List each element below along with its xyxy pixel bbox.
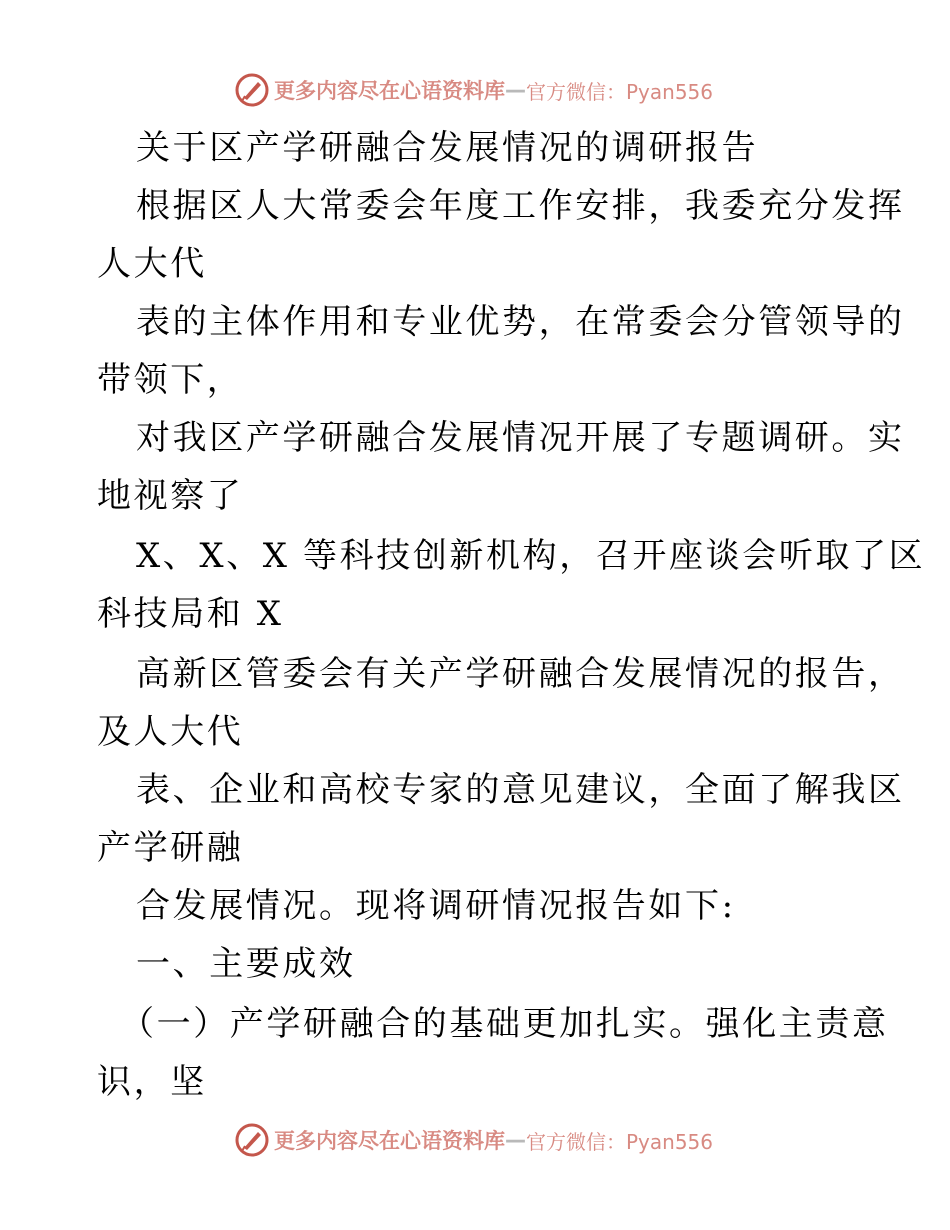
watermark-contact-text: 官方微信：Pyan556	[526, 1129, 714, 1154]
paragraph-line: 根据区人大常委会年度工作安排，我委充分发挥	[136, 186, 905, 226]
watermark-main-text: 更多内容尽在心语资料库	[274, 79, 505, 103]
document-title: 关于区产学研融合发展情况的调研报告	[136, 128, 759, 168]
paragraph-line: 高新区管委会有关产学研融合发展情况的报告，	[136, 654, 905, 694]
quill-logo-icon	[234, 1122, 270, 1158]
section-heading: 一、主要成效	[136, 944, 356, 984]
subsection-heading-line: （一）产学研融合的基础更加扎实。强化主责意	[120, 1004, 889, 1044]
paragraph-line: 科技局和 X	[97, 594, 284, 634]
watermark-dash: —	[505, 1128, 526, 1152]
paragraph-line: 带领下，	[97, 360, 244, 400]
paragraph-line: 合发展情况。现将调研情况报告如下:	[136, 886, 736, 926]
footer-watermark	[234, 1122, 713, 1158]
paragraph-line: 识，坚	[97, 1062, 207, 1102]
paragraph-line: 表、企业和高校专家的意见建议，全面了解我区	[136, 770, 905, 810]
header-watermark	[234, 72, 713, 108]
paragraph-line: 地视察了	[97, 476, 244, 516]
watermark-contact-text: 官方微信：Pyan556	[526, 79, 714, 104]
paragraph-line: 对我区产学研融合发展情况开展了专题调研。实	[136, 418, 905, 458]
paragraph-line: X、X、X 等科技创新机构，召开座谈会听取了区	[136, 536, 926, 576]
paragraph-line: 人大代	[97, 244, 207, 284]
paragraph-line: 表的主体作用和专业优势，在常委会分管领导的	[136, 302, 905, 342]
watermark-dash: —	[505, 78, 526, 102]
paragraph-line: 产学研融	[97, 828, 244, 868]
paragraph-line: 及人大代	[97, 712, 244, 752]
quill-logo-icon	[234, 72, 270, 108]
watermark-main-text: 更多内容尽在心语资料库	[274, 1129, 505, 1153]
